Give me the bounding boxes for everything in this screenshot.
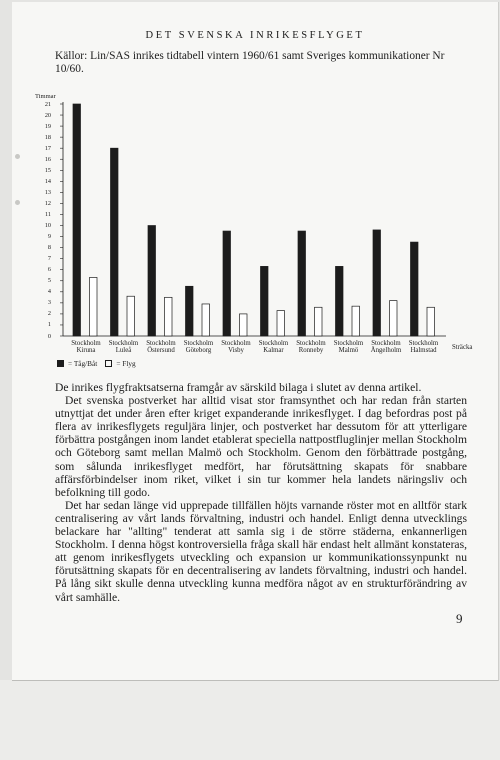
x-category-label-line: Kalmar [263, 347, 284, 355]
x-category-label-line: Stockholm [258, 340, 289, 347]
x-category-label-line: Stockholm [333, 340, 364, 347]
y-tick-label: 8 [47, 244, 51, 252]
bar-flyg [427, 307, 435, 336]
paragraph: Det svenska postverket har alltid visat stor framsynthet och har redan från starten utnyttjat det under åren efter kriget expanderande inrikesflyget. I dag befordras post på flera av inrikesflygets reguljära linjer, och postverket har dessutom för att ytterligare förbättra postgången inom landet etablerat speciella nattpostfluglinjer mellan Stockholm och Göteborg samt mellan Malmö och Stockholm. Genom den förbättrade postgång, som sålunda inrikesflyget medfört, har förutsättning skapats för snabbare affärsförbindelser inom riket, vilket i sin tur kommer hela landets näringsliv och befolkning till godo. [55, 394, 467, 499]
paragraph: Det har sedan länge vid upprepade tillfällen höjts varnande röster mot en alltför stark centralisering av vårt lands förvaltning, industri och handel. Enligt denna utvecklings belackare har "allting" tenderat att samla sig i de större städerna, enkannerligen Stockholm. I denna högst kontroversiella fråga skall här endast helt allmänt konstateras, att genom inrikesflygets utveckling och expansion ur kommunikationssynpunkt nu förutsättning skapats för en decentralisering av landets förvaltning, industri och handel. På lång sikt skulle denna utveckling kunna medföra något av en strukturförändring av vårt samhälle. [55, 498, 467, 604]
y-tick-label: 0 [47, 332, 51, 340]
bar-flyg [352, 306, 360, 336]
bar-flyg [315, 307, 323, 336]
bar-flyg [165, 297, 173, 336]
x-category-label-line: Stockholm [408, 340, 439, 347]
x-category-label-line: Göteborg [185, 347, 212, 355]
y-tick-label: 15 [44, 166, 51, 174]
y-tick-label: 17 [44, 144, 51, 152]
legend-swatch-tag-bat [57, 360, 64, 367]
x-category-label-line: Stockholm [71, 340, 101, 347]
bar-flyg [390, 301, 398, 336]
chart-source-note: Källor: Lin/SAS inrikes tidtabell vintern 1960/61 samt Sveriges kommunikationer Nr 10/60. [55, 50, 445, 75]
y-tick-label: 19 [44, 122, 51, 130]
bar-tag-bat [73, 104, 81, 336]
y-tick-label: 4 [47, 288, 51, 296]
x-category-label [404, 340, 444, 355]
x-category-label [254, 340, 294, 355]
legend-swatch-flyg [105, 360, 112, 367]
y-tick-label: 1 [47, 321, 51, 329]
y-tick-label: 2 [47, 310, 51, 318]
x-category-label [104, 340, 144, 355]
y-tick-label: 18 [44, 133, 51, 141]
y-tick-label: 3 [47, 299, 51, 307]
bar-chart [0, 0, 500, 360]
chart-legend [57, 359, 136, 368]
x-category-label-line: Stockholm [183, 340, 214, 347]
x-category-label-line: Visby [228, 347, 244, 355]
running-header: DET SVENSKA INRIKESFLYGET [145, 30, 365, 41]
bar-flyg [90, 277, 98, 336]
x-category-label-line: Malmö [338, 347, 359, 355]
x-category-label [329, 340, 369, 355]
x-axis-title: Sträcka [452, 344, 473, 351]
x-category-label [216, 340, 256, 355]
y-tick-label: 16 [44, 155, 51, 163]
y-tick-label: 20 [44, 111, 51, 119]
x-category-label-line: Luleå [115, 347, 132, 355]
x-category-label-line: Stockholm [221, 340, 251, 347]
y-tick-label: 12 [44, 199, 51, 207]
x-category-label-line: Ängelholm [370, 347, 402, 355]
bar-flyg [277, 311, 285, 336]
bar-flyg [202, 304, 210, 336]
bar-tag-bat [111, 148, 119, 336]
y-tick-label: 11 [45, 210, 51, 218]
y-tick-label: 6 [47, 266, 51, 274]
y-axis-title: Timmar [35, 93, 56, 100]
bar-tag-bat [148, 226, 156, 336]
bar-flyg [240, 314, 248, 336]
x-category-label-line: Östersund [147, 347, 175, 355]
y-tick-label: 10 [44, 222, 51, 230]
x-category-label [66, 340, 106, 355]
x-category-label [366, 340, 406, 355]
bar-tag-bat [261, 266, 269, 336]
x-category-label [291, 340, 331, 355]
x-category-label [141, 340, 181, 355]
x-category-label-line: Ronneby [298, 347, 324, 355]
bar-flyg [127, 296, 135, 336]
bar-tag-bat [336, 266, 344, 336]
legend-label-flyg: = Flyg [116, 359, 136, 368]
y-tick-label: 14 [44, 177, 51, 185]
x-category-label [179, 340, 219, 355]
bar-tag-bat [223, 231, 231, 336]
legend-label-tag-bat: = Tåg/Båt [68, 359, 98, 368]
bar-tag-bat [186, 286, 194, 336]
article-body [55, 381, 467, 604]
y-tick-label: 13 [44, 188, 51, 196]
background-area [0, 680, 500, 760]
y-tick-label: 21 [44, 100, 51, 108]
y-tick-label: 9 [47, 233, 51, 241]
x-category-label-line: Halmstad [410, 347, 437, 355]
y-tick-label: 7 [47, 255, 51, 263]
x-category-label-line: Stockholm [296, 340, 326, 347]
page-number: 9 [456, 611, 463, 626]
x-category-label-line: Stockholm [146, 340, 176, 347]
x-category-label-line: Stockholm [108, 340, 139, 347]
bar-tag-bat [411, 242, 419, 336]
bar-tag-bat [373, 230, 381, 336]
paragraph: De inrikes flygfraktsatserna framgår av särskild bilaga i slutet av denna artikel. [55, 381, 422, 394]
x-category-label-line: Stockholm [371, 340, 401, 347]
bar-tag-bat [298, 231, 306, 336]
y-tick-label: 5 [47, 277, 51, 285]
x-category-label-line: Kiruna [76, 347, 96, 355]
